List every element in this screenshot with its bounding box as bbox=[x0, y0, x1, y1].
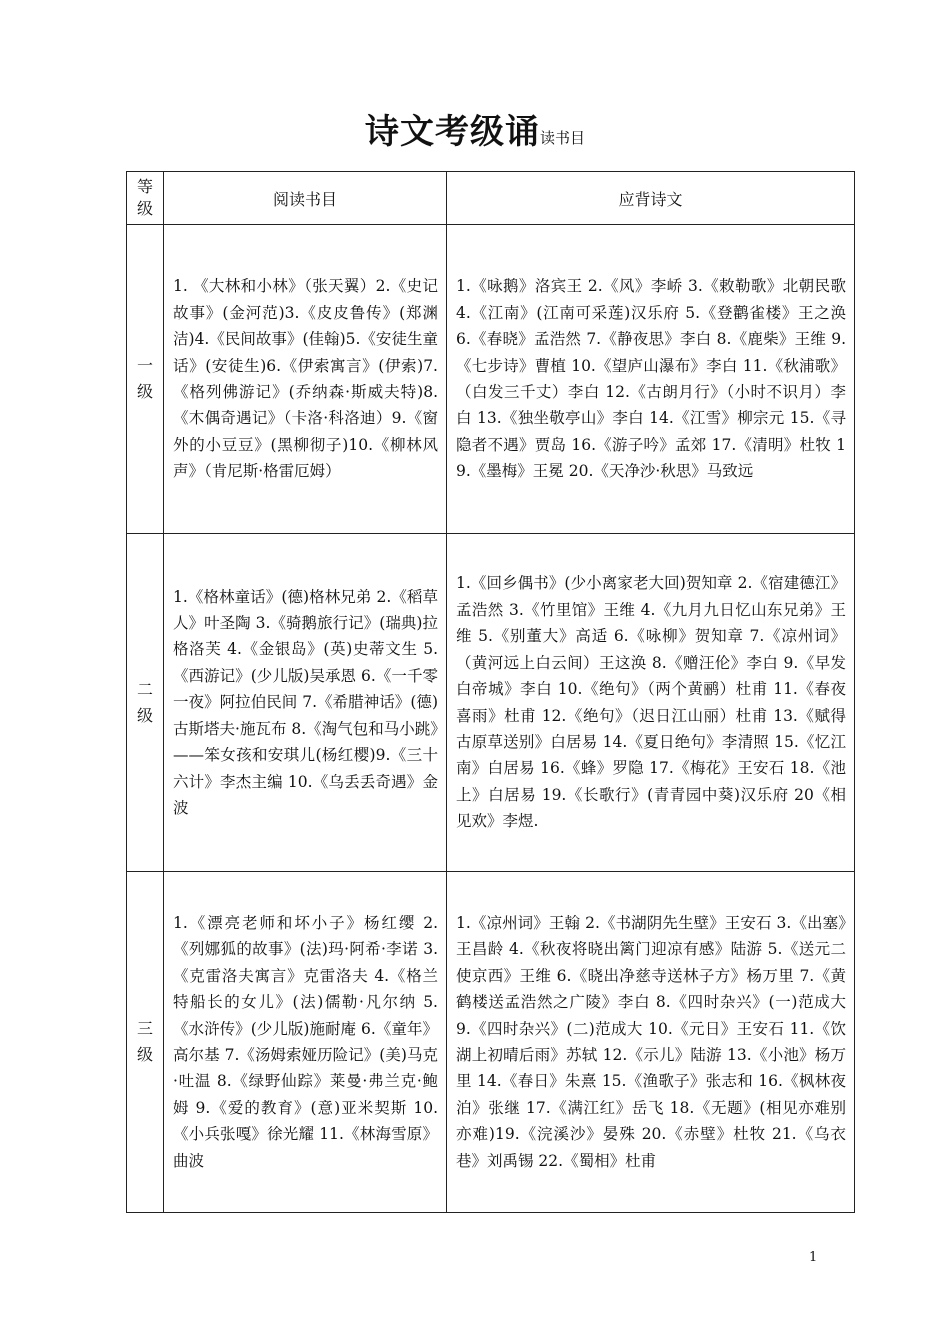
poems-cell: 1.《咏鹅》洛宾王 2.《风》李峤 3.《敕勒歌》北朝民歌 4.《江南》(江南可采莲)汉乐府 5.《登鹳雀楼》王之涣 6.《春晓》孟浩然 7.《静夜思》李白 8.《鹿柴》王维 9.《七步诗》曹植 10.《望庐山瀑布》李白 11.《秋浦歌》（白发三千丈）李白 12.《古朗月行》（小时不识月）李白 13.《独坐敬亭山》李白 14.《江雪》柳宗元 15.《寻隐者不遇》贾岛 16.《游子吟》孟郊 17.《清明》杜牧 19.《墨梅》王冕 20.《天净沙·秋思》马致远 bbox=[447, 225, 855, 534]
header-row bbox=[127, 172, 855, 225]
page-title bbox=[0, 104, 950, 153]
level-cell bbox=[127, 534, 164, 872]
table-row bbox=[127, 225, 855, 534]
table-row bbox=[127, 872, 855, 1213]
table-row bbox=[127, 534, 855, 872]
level-char: 一 bbox=[136, 356, 153, 375]
level-char: 二 bbox=[136, 679, 153, 699]
title-sub: 读书目 bbox=[539, 129, 585, 147]
poems-cell: 1.《回乡偶书》(少小离家老大回)贺知章 2.《宿建德江》孟浩然 3.《竹里馆》王维 4.《九月九日忆山东兄弟》王维 5.《别董大》高适 6.《咏柳》贺知章 7.《凉州词》（黄河远上白云间）王这涣 8.《赠汪伦》李白 9.《早发白帝城》李白 10.《绝句》（两个黄鹂）杜甫 11.《春夜喜雨》杜甫 12.《绝句》（迟日江山丽）杜甫 13.《赋得古原草送别》白居易 14.《夏日绝句》李清照 15.《忆江南》白居易 16.《蜂》罗隐 17.《梅花》王安石 18.《池上》白居易 19.《长歌行》(青青园中葵)汉乐府 20《相见欢》李煜. bbox=[447, 534, 855, 872]
header-poems: 应背诗文 bbox=[447, 172, 855, 225]
level-char: 级 bbox=[136, 382, 153, 401]
header-books: 阅读书目 bbox=[164, 172, 447, 225]
level-char: 三 bbox=[136, 1019, 153, 1038]
level-char: 级 bbox=[136, 705, 153, 725]
level-char: 级 bbox=[136, 1045, 153, 1064]
level-cell bbox=[127, 872, 164, 1213]
books-cell: 1.《格林童话》(德)格林兄弟 2.《稻草人》叶圣陶 3.《骑鹅旅行记》(瑞典)拉格洛芙 4.《金银岛》(英)史蒂文生 5.《西游记》(少儿版)吴承恩 6.《一千零一夜》阿拉伯民间 7.《希腊神话》(德)古斯塔夫·施瓦布 8.《淘气包和马小跳》——笨女孩和安琪儿(杨红樱)9.《三十六计》李杰主编 10.《乌丢丢奇遇》金波 bbox=[164, 534, 447, 872]
title-main: 诗文考级诵 bbox=[364, 112, 540, 152]
header-level: 等级 bbox=[127, 172, 164, 225]
books-cell: 1. 《大林和小林》（张天翼）2.《史记故事》(金河范)3.《皮皮鲁传》(郑渊洁)4.《民间故事》(佳翰)5.《安徒生童话》(安徒生)6.《伊索寓言》(伊索)7.《格列佛游记》(乔纳森·斯威夫特)8.《木偶奇遇记》（卡洛·科洛迪）9.《窗外的小豆豆》(黑柳彻子)10.《柳林风声》（肯尼斯·格雷厄姆） bbox=[164, 225, 447, 534]
books-cell: 1.《漂亮老师和坏小子》杨红缨 2.《列娜狐的故事》(法)玛·阿希·李诺 3.《克雷洛夫寓言》克雷洛夫 4.《格兰特船长的女儿》(法)儒勒·凡尔纳 5.《水浒传》(少儿版)施耐庵 6.《童年》高尔基 7.《汤姆索娅历险记》(美)马克·吐温 8.《绿野仙踪》莱曼·弗兰克·鲍姆 9.《爱的教育》(意)亚米契斯 10.《小兵张嘎》徐光耀 11.《林海雪原》曲波 bbox=[164, 872, 447, 1213]
level-cell bbox=[127, 225, 164, 534]
page-number: 1 bbox=[809, 1250, 818, 1265]
reading-list-table bbox=[126, 171, 855, 1213]
poems-cell: 1.《凉州词》王翰 2.《书湖阴先生壁》王安石 3.《出塞》王昌龄 4.《秋夜将晓出篱门迎凉有感》陆游 5.《送元二使京西》王维 6.《晓出净慈寺送林子方》杨万里 7.《黄鹤楼送孟浩然之广陵》李白 8.《四时杂兴》(一)范成大 9.《四时杂兴》(二)范成大 10.《元日》王安石 11.《饮湖上初晴后雨》苏轼 12.《示儿》陆游 13.《小池》杨万里 14.《春日》朱熹 15.《渔歌子》张志和 16.《枫林夜泊》张继 17.《满江红》岳飞 18.《无题》(相见亦难别亦难)19.《浣溪沙》晏殊 20.《赤壁》杜牧 21.《乌衣巷》刘禹锡 22.《蜀相》杜甫 bbox=[447, 872, 855, 1213]
